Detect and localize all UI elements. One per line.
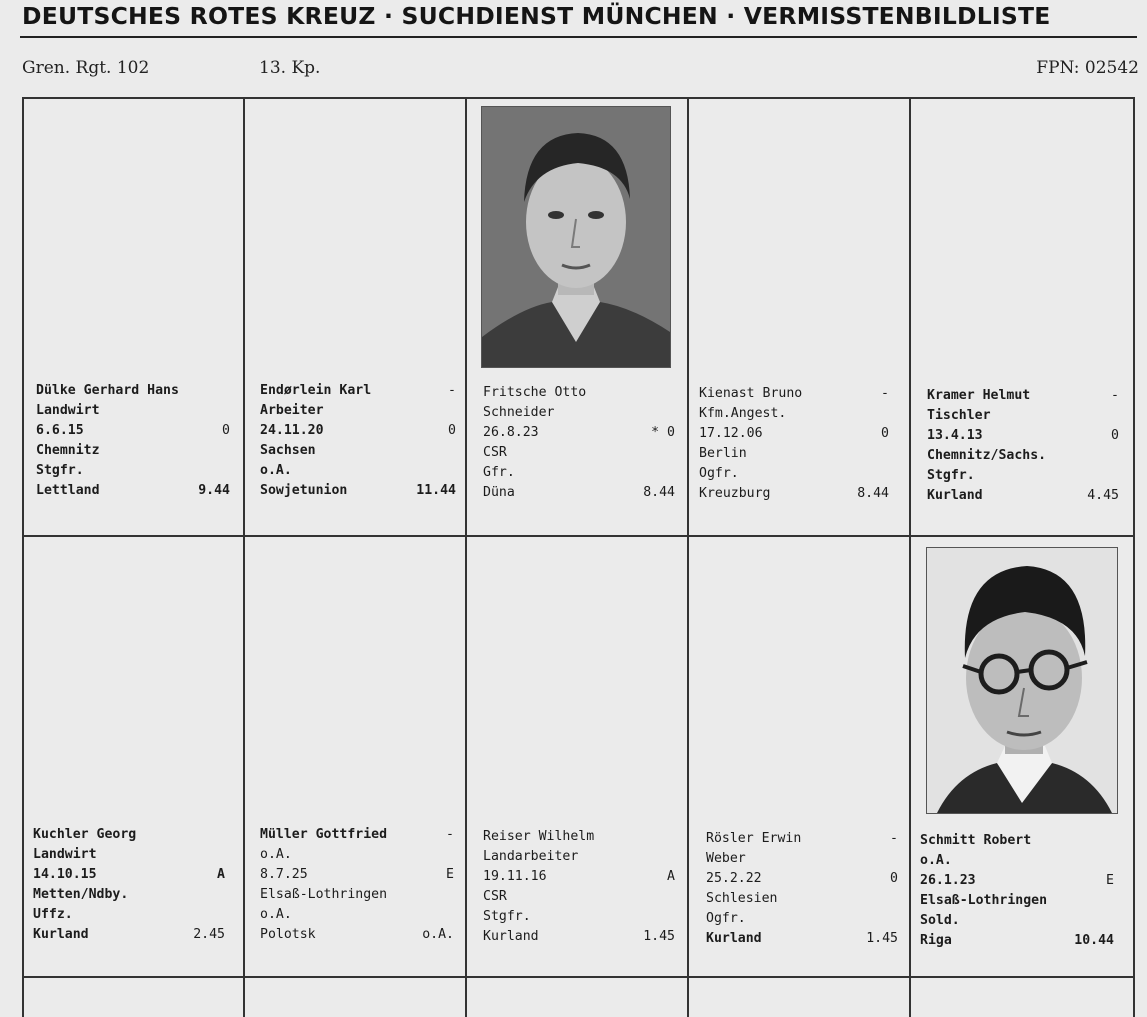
person-card	[699, 384, 889, 504]
name-mark: -	[448, 383, 456, 398]
title-underline	[20, 36, 1137, 38]
row-divider	[22, 535, 1135, 537]
person-rank: Uffz.	[33, 907, 73, 922]
regiment-label: Gren. Rgt. 102	[22, 58, 150, 78]
person-lastseen-date: o.A.	[422, 927, 454, 942]
person-birthplace: Chemnitz	[36, 443, 100, 458]
person-birthplace: CSR	[483, 445, 507, 460]
person-card	[260, 381, 456, 501]
person-birthdate: 6.6.15	[36, 423, 84, 438]
person-code: A	[667, 869, 675, 884]
person-occupation: o.A.	[920, 853, 952, 868]
person-occupation: o.A.	[260, 847, 292, 862]
person-lastseen-date: 8.44	[643, 485, 675, 500]
name-mark: -	[890, 831, 898, 846]
person-birthdate: 8.7.25	[260, 867, 308, 882]
person-name: Rösler Erwin	[706, 831, 802, 846]
person-occupation: Kfm.Angest.	[699, 406, 787, 421]
document-title: DEUTSCHES ROTES KREUZ · SUCHDIENST MÜNCHEN · VERMISSTENBILDLISTE	[22, 2, 1051, 30]
row-divider	[22, 976, 1135, 978]
person-lastseen-date: 11.44	[416, 483, 456, 498]
person-birthdate: 26.1.23	[920, 873, 976, 888]
person-lastseen-date: 8.44	[857, 486, 889, 501]
person-lastseen: Kurland	[927, 488, 983, 503]
person-lastseen: Düna	[483, 485, 515, 500]
person-card	[483, 383, 675, 503]
person-birthplace: CSR	[483, 889, 507, 904]
person-birthplace: Schlesien	[706, 891, 778, 906]
person-name: Kramer Helmut	[927, 388, 1031, 403]
name-mark: -	[1111, 388, 1119, 403]
person-birthplace: Elsaß-Lothringen	[260, 887, 388, 902]
person-card	[483, 827, 675, 947]
person-lastseen-date: 1.45	[643, 929, 675, 944]
person-birthdate: 26.8.23	[483, 425, 539, 440]
person-code: E	[446, 867, 454, 882]
company-label: 13. Kp.	[259, 58, 321, 78]
person-lastseen: Polotsk	[260, 927, 316, 942]
person-occupation: Arbeiter	[260, 403, 324, 418]
person-card	[706, 829, 898, 949]
person-birthdate: 19.11.16	[483, 869, 547, 884]
person-rank: Stgfr.	[927, 468, 975, 483]
person-rank: Ogfr.	[699, 466, 739, 481]
person-birthdate: 25.2.22	[706, 871, 762, 886]
person-card	[920, 831, 1114, 951]
grid-divider	[687, 97, 689, 1017]
person-occupation: Tischler	[927, 408, 991, 423]
name-mark: -	[881, 386, 889, 401]
person-code: * 0	[651, 425, 675, 440]
portrait-fritsche-icon	[482, 107, 670, 367]
person-rank: Gfr.	[483, 465, 515, 480]
person-card	[927, 386, 1119, 506]
person-lastseen: Kurland	[483, 929, 539, 944]
person-name: Endørlein Karl	[260, 383, 372, 398]
person-birthplace: Sachsen	[260, 443, 316, 458]
person-birthplace: Chemnitz/Sachs.	[927, 448, 1047, 463]
person-name: Schmitt Robert	[920, 833, 1032, 848]
person-card	[36, 381, 230, 501]
person-code: 0	[222, 423, 230, 438]
person-code: 0	[881, 426, 889, 441]
person-lastseen-date: 4.45	[1087, 488, 1119, 503]
person-rank: Ogfr.	[706, 911, 746, 926]
person-lastseen: Riga	[920, 933, 952, 948]
person-lastseen: Kurland	[33, 927, 89, 942]
person-birthdate: 17.12.06	[699, 426, 763, 441]
person-birthdate: 14.10.15	[33, 867, 97, 882]
person-name: Reiser Wilhelm	[483, 829, 595, 844]
person-lastseen: Kreuzburg	[699, 486, 771, 501]
person-name: Müller Gottfried	[260, 827, 388, 842]
portrait-photo-fritsche	[481, 106, 671, 368]
grid-divider	[243, 97, 245, 1017]
portrait-schmitt-icon	[927, 548, 1117, 813]
person-rank: Stgfr.	[36, 463, 84, 478]
person-rank: o.A.	[260, 907, 292, 922]
person-code: 0	[448, 423, 456, 438]
person-lastseen: Sowjetunion	[260, 483, 348, 498]
person-lastseen-date: 10.44	[1074, 933, 1114, 948]
person-lastseen: Kurland	[706, 931, 762, 946]
person-lastseen: Lettland	[36, 483, 100, 498]
person-occupation: Schneider	[483, 405, 555, 420]
person-birthplace: Metten/Ndby.	[33, 887, 129, 902]
person-lastseen-date: 2.45	[193, 927, 225, 942]
grid-divider	[1133, 97, 1135, 1017]
person-occupation: Landwirt	[36, 403, 100, 418]
grid-divider	[465, 97, 467, 1017]
person-rank: Stgfr.	[483, 909, 531, 924]
person-rank: o.A.	[260, 463, 292, 478]
person-code: 0	[1111, 428, 1119, 443]
fpn-label: FPN: 02542	[1036, 58, 1139, 78]
person-code: E	[1106, 873, 1114, 888]
grid-divider	[909, 97, 911, 1017]
person-card	[260, 825, 454, 945]
person-birthplace: Berlin	[699, 446, 747, 461]
portrait-photo-schmitt	[926, 547, 1118, 814]
person-name: Kienast Bruno	[699, 386, 803, 401]
person-lastseen-date: 9.44	[198, 483, 230, 498]
person-birthdate: 13.4.13	[927, 428, 983, 443]
person-occupation: Landwirt	[33, 847, 97, 862]
person-code: A	[217, 867, 225, 882]
person-occupation: Weber	[706, 851, 746, 866]
person-card	[33, 825, 225, 945]
person-rank: Sold.	[920, 913, 960, 928]
person-occupation: Landarbeiter	[483, 849, 579, 864]
person-lastseen-date: 1.45	[866, 931, 898, 946]
name-mark: -	[446, 827, 454, 842]
person-code: 0	[890, 871, 898, 886]
person-name: Dülke Gerhard Hans	[36, 383, 179, 398]
person-name: Kuchler Georg	[33, 827, 137, 842]
person-birthdate: 24.11.20	[260, 423, 324, 438]
person-name: Fritsche Otto	[483, 385, 587, 400]
person-birthplace: Elsaß-Lothringen	[920, 893, 1048, 908]
